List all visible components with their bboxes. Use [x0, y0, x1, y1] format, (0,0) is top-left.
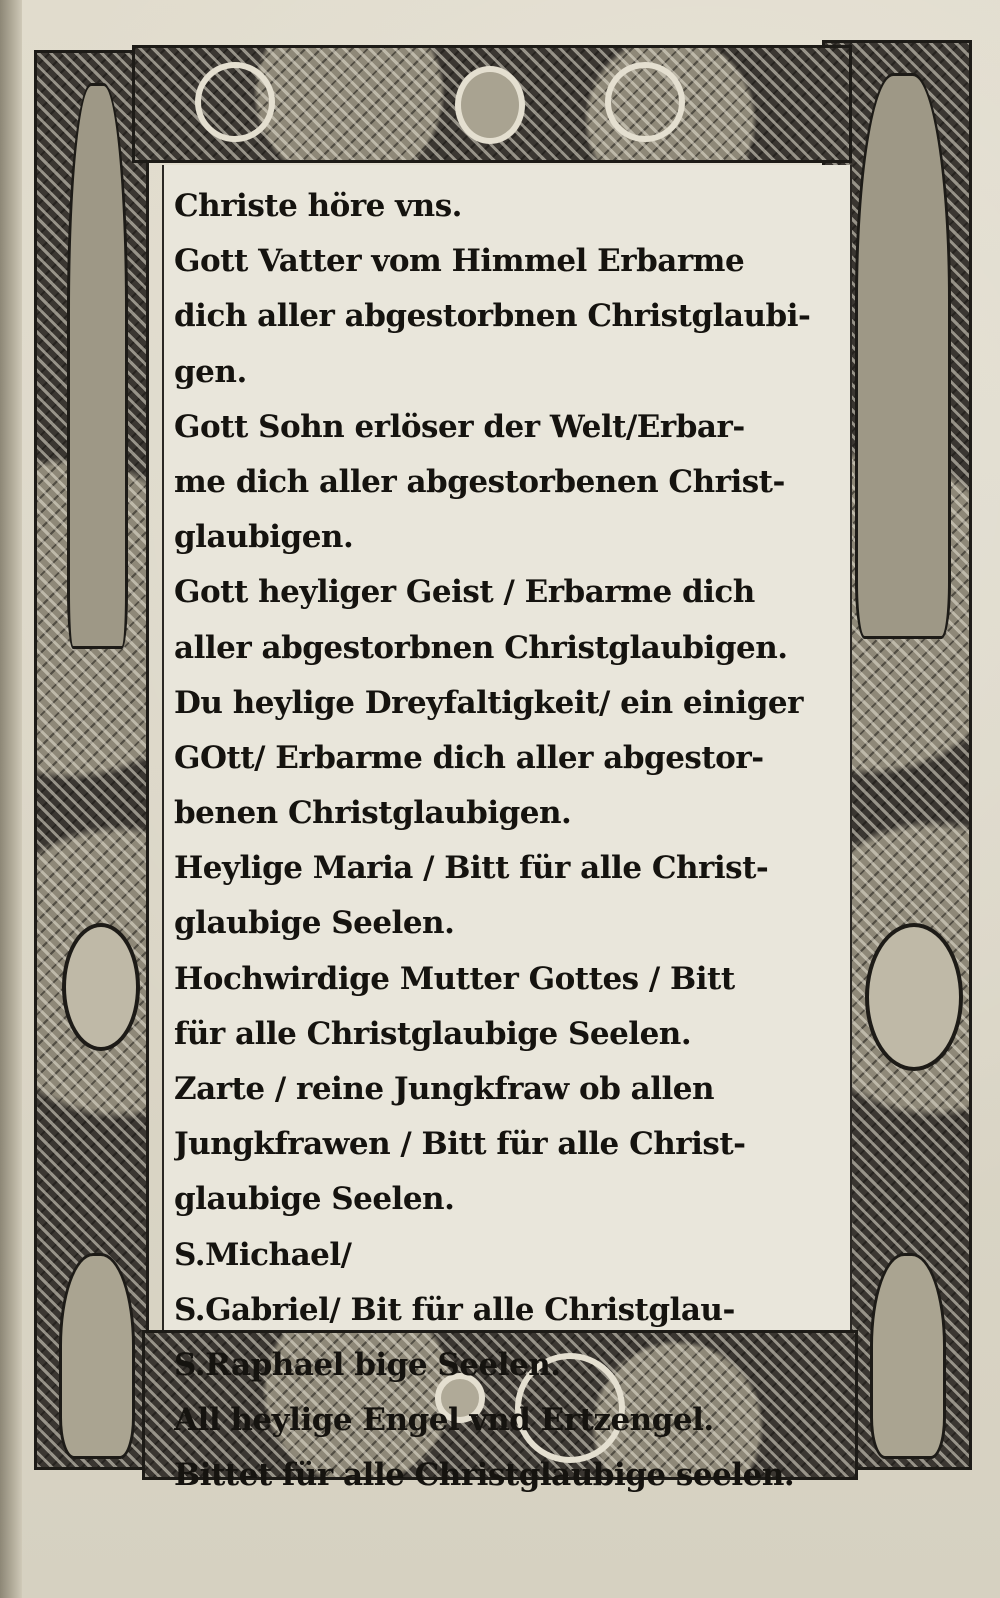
sun-face-ornament-icon — [455, 66, 525, 144]
vase-ornament-right — [870, 1253, 946, 1459]
book-page — [22, 0, 1000, 1598]
scroll-ornament-icon — [195, 62, 275, 142]
text-line: Du heylige Dreyfaltigkeit/ ein einiger — [174, 684, 803, 721]
text-line: glaubigen. — [174, 519, 354, 556]
text-line: dich aller abgestorbnen Christglaubi- — [174, 298, 811, 335]
text-line: glaubige Seelen. — [174, 1181, 455, 1218]
saint-figure-right — [855, 73, 951, 639]
saint-figure-left — [67, 83, 128, 649]
woodcut-border-top — [132, 45, 852, 163]
litany-text-panel — [162, 165, 852, 1494]
text-line: gen. — [174, 353, 247, 390]
vase-ornament-left — [59, 1253, 135, 1459]
woodcut-border-left — [34, 50, 149, 1470]
medallion-right — [865, 923, 963, 1071]
text-line: S.Raphael bige Seelen. — [174, 1346, 561, 1383]
litany-text — [174, 179, 842, 1504]
text-line: me dich aller abgestorbenen Christ- — [174, 463, 785, 500]
text-line: GOtt/ Erbarme dich aller abgestor- — [174, 739, 764, 776]
text-line: Gott Sohn erlöser der Welt/Erbar- — [174, 408, 745, 445]
text-line: Zarte / reine Jungkfraw ob allen — [174, 1071, 715, 1107]
text-line: Gott Vatter vom Himmel Erbarme — [174, 243, 745, 280]
book-gutter — [0, 0, 22, 1598]
text-line: aller abgestorbnen Christglaubigen. — [174, 629, 788, 666]
text-line: für alle Christglaubige Seelen. — [174, 1015, 692, 1052]
text-line: Jungkfrawen / Bitt für alle Christ- — [174, 1126, 746, 1163]
text-line: Hochwirdige Mutter Gottes / Bitt — [174, 960, 735, 997]
text-line: Heylige Maria / Bitt für alle Christ- — [174, 850, 769, 887]
text-line: benen Christglaubigen. — [174, 795, 572, 832]
text-line: All heylige Engel vnd Ertzengel. — [174, 1402, 714, 1439]
text-line: S.Michael/ — [174, 1236, 352, 1273]
text-line: Bittet für alle Christglaubige seelen. — [174, 1457, 795, 1494]
medallion-left — [62, 923, 140, 1051]
text-line: glaubige Seelen. — [174, 905, 455, 942]
text-line: Christe höre vns. — [174, 188, 462, 224]
text-line: S.Gabriel/ Bit für alle Christglau- — [174, 1291, 735, 1328]
text-line: Gott heyliger Geist / Erbarme dich — [174, 574, 755, 611]
scroll-ornament-icon — [605, 62, 685, 142]
